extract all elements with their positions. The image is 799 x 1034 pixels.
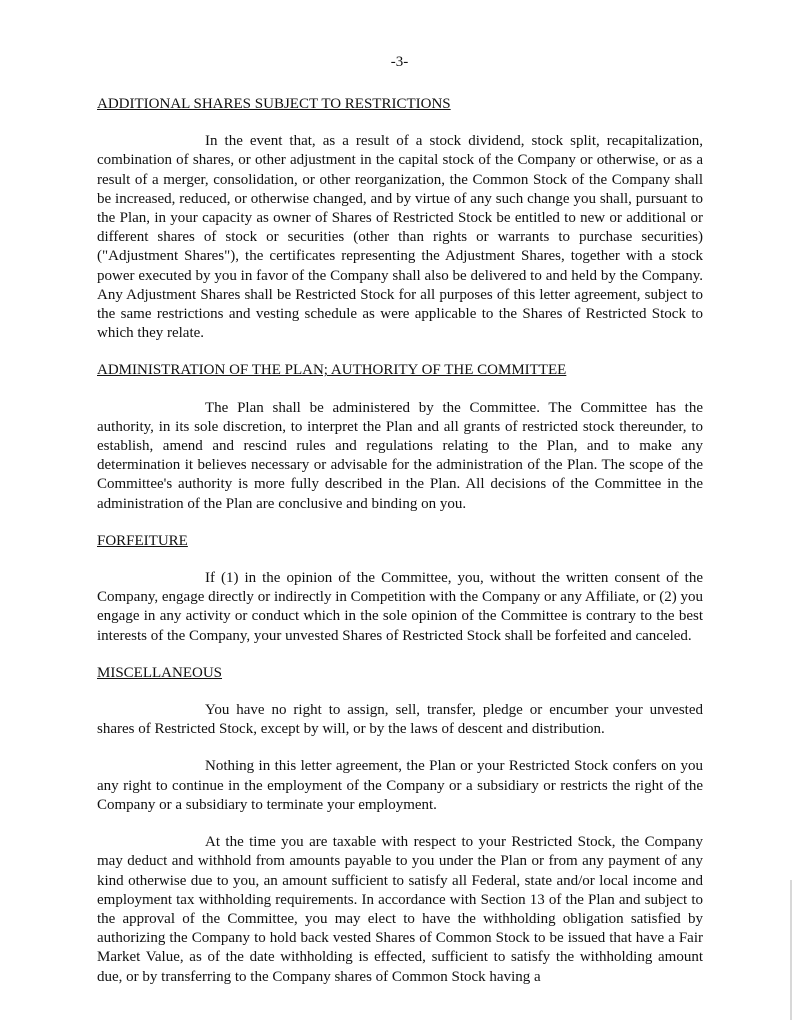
section-heading: ADDITIONAL SHARES SUBJECT TO RESTRICTIONS <box>97 96 451 112</box>
section-heading: ADMINISTRATION OF THE PLAN; AUTHORITY OF THE COMMITTEE <box>97 362 567 379</box>
section-forfeiture <box>97 532 703 646</box>
scan-edge-mark <box>790 880 792 1020</box>
document-body <box>97 95 703 1005</box>
section-paragraph: If (1) in the opinion of the Committee, you, without the written consent of the Company, engage directly or indirectly in Competition with the Company or any Affiliate, or (2) you engage in any activity or conduct which in the sole opinion of the Committee is contrary to the best interests of the Company, your unvested Shares of Restricted Stock shall be forfeited and canceled. <box>97 570 703 644</box>
section-miscellaneous <box>97 664 703 987</box>
section-additional-shares <box>97 95 703 343</box>
section-heading: FORFEITURE <box>97 532 188 549</box>
page-number: -3- <box>390 54 409 70</box>
section-administration <box>97 361 703 513</box>
section-paragraph: At the time you are taxable with respect to your Restricted Stock, the Company may deduct and withhold from amounts payable to you under the Plan or from any payment of any kind otherwise due to you, an amount sufficient to satisfy all Federal, state and/or local income and employment tax withholding requirements. In accordance with Section 13 of the Plan and subject to the approval of the Committee, you may elect to have the withholding obligation satisfied by authorizing the Company to hold back vested Shares of Common Stock to be issued that have a Fair Market Value, as of the date withholding is effected, sufficient to satisfy the withholding amount due, or by transferring to the Company shares of Common Stock having a <box>97 834 703 985</box>
section-paragraph: Nothing in this letter agreement, the Plan or your Restricted Stock confers on you any right to continue in the employment of the Company or a subsidiary or restricts the right of the Company or a subsidiary to terminate your employment. <box>97 758 703 813</box>
section-heading: MISCELLANEOUS <box>97 664 223 681</box>
section-paragraph: The Plan shall be administered by the Committee. The Committee has the authority, in its sole discretion, to interpret the Plan and all grants of restricted stock thereunder, to establish, amend and rescind rules and regulations relating to the Plan, and to make any determination it believes necessary or advisable for the administration of the Plan. The scope of the Committee's authority is more fully described in the Plan. All decisions of the Committee in the administration of the Plan are conclusive and binding on you. <box>97 399 703 512</box>
section-paragraph: In the event that, as a result of a stock dividend, stock split, recapitalization, combination of shares, or other adjustment in the capital stock of the Company or otherwise, or as a result of a merger, consolidation, or other reorganization, the Common Stock of the Company shall be increased, reduced, or otherwise changed, and by virtue of any such change you shall, pursuant to the Plan, in your capacity as owner of Shares of Restricted Stock be entitled to new or additional or different shares of stock or securities (other than rights or warrants to purchase securities) ("Adjustment Shares"), the certificates representing the Adjustment Shares, together with a stock power executed by you in favor of the Company shall also be delivered to and held by the Company. Any Adjustment Shares shall be Restricted Stock for all purposes of this letter agreement, subject to the same restrictions and vesting schedule as were applicable to the Shares of Restricted Stock to which they relate. <box>97 133 703 342</box>
section-paragraph: You have no right to assign, sell, transfer, pledge or encumber your unvested shares of Restricted Stock, except by will, or by the laws of descent and distribution. <box>97 702 703 738</box>
